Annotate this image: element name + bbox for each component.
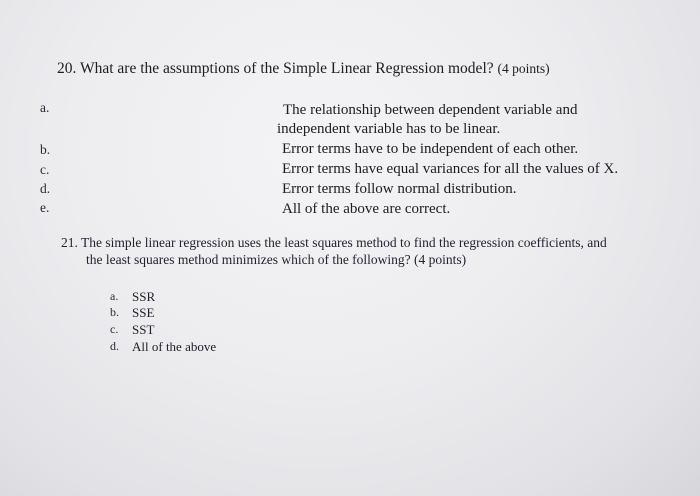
q20-answer-d: Error terms follow normal distribution.: [282, 181, 517, 197]
question-20-points: (4 points): [497, 61, 550, 76]
q21-option-text-c: SST: [132, 322, 155, 337]
q20-option-letter-e: e.: [40, 200, 50, 215]
q20-option-letter-b: b.: [40, 142, 51, 157]
q20-option-letter-c: c.: [40, 162, 50, 177]
q20-option-letter-d: d.: [40, 181, 51, 196]
q21-option-text-d: All of the above: [132, 339, 217, 354]
q20-option-letter-a: a.: [40, 100, 50, 115]
q21-option-text-b: SSE: [132, 305, 155, 320]
q20-answer-a-line1: The relationship between dependent variable and: [283, 102, 578, 118]
q21-option-letter-b: b.: [110, 305, 119, 319]
q20-answer-a-line2: independent variable has to be linear.: [277, 121, 501, 137]
q21-option-letter-d: d.: [110, 339, 119, 353]
q20-answer-c: Error terms have equal variances for all the values of X.: [282, 161, 619, 177]
q20-answer-e: All of the above are correct.: [282, 201, 451, 217]
q20-answer-b: Error terms have to be independent of each other.: [282, 141, 579, 157]
q21-option-letter-a: a.: [110, 289, 119, 303]
question-21-line2: the least squares method minimizes which of the following? (4 points): [86, 252, 467, 267]
question-20-title: [57, 60, 550, 78]
question-20-text: 20. What are the assumptions of the Simple Linear Regression model?: [57, 60, 494, 77]
q21-option-text-a: SSR: [132, 289, 156, 304]
q21-option-letter-c: c.: [110, 322, 119, 336]
question-21-line1: 21. The simple linear regression uses the least squares method to find the regression coefficients, and: [61, 235, 607, 250]
